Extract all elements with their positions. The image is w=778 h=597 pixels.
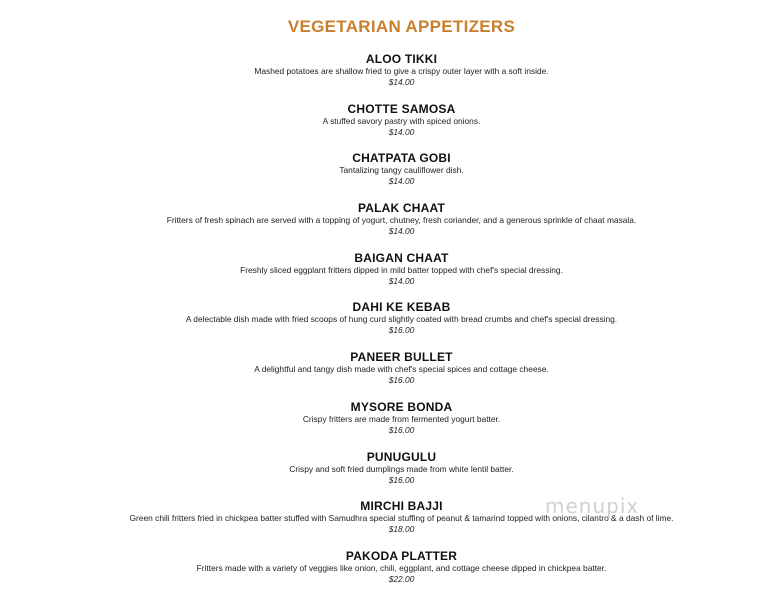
item-name: CHOTTE SAMOSA bbox=[347, 101, 456, 116]
item-name: ALOO TIKKI bbox=[365, 52, 438, 66]
item-price: $22.00 bbox=[388, 573, 415, 584]
item-price: $16.00 bbox=[388, 375, 415, 386]
menu-item bbox=[0, 149, 778, 199]
item-name: PAKODA PLATTER bbox=[345, 548, 458, 563]
menu-item bbox=[0, 448, 778, 498]
item-description: Crispy fritters are made from fermented yogurt batter. bbox=[302, 413, 501, 424]
item-name: DAHI KE KEBAB bbox=[352, 300, 451, 315]
item-price: $14.00 bbox=[388, 77, 415, 87]
item-price: $16.00 bbox=[388, 474, 415, 485]
item-description: Green chili fritters fried in chickpea batter stuffed with Samudhra special stuffing of peanut & tamarind topped with onions, cilantro & a dash of lime. bbox=[129, 513, 674, 524]
item-description: Tantalizing tangy cauliflower dish. bbox=[339, 165, 464, 176]
menu-item bbox=[0, 298, 778, 348]
item-description: A stuffed savory pastry with spiced onions. bbox=[322, 115, 481, 126]
section-title: VEGETARIAN APPETIZERS bbox=[287, 17, 516, 36]
item-price: $14.00 bbox=[388, 176, 415, 187]
item-price: $16.00 bbox=[388, 424, 415, 435]
item-name: BAIGAN CHAAT bbox=[354, 250, 449, 265]
item-name: PALAK CHAAT bbox=[357, 201, 446, 216]
item-price: $14.00 bbox=[388, 226, 415, 237]
menu-item bbox=[0, 497, 778, 547]
item-name: CHATPATA GOBI bbox=[352, 151, 451, 166]
item-price: $14.00 bbox=[388, 126, 415, 137]
item-description: Fritters made with a variety of veggies like onion, chili, eggplant, and cottage cheese dipped in chickpea batter. bbox=[196, 562, 607, 573]
menu-item bbox=[0, 199, 778, 249]
item-description: Freshly sliced eggplant fritters dipped in mild batter topped with chef's special dressing. bbox=[240, 264, 563, 275]
item-description: A delightful and tangy dish made with chef's special spices and cottage cheese. bbox=[254, 364, 549, 375]
item-name: PANEER BULLET bbox=[350, 350, 453, 365]
item-description: A delectable dish made with fried scoops of hung curd slightly coated with bread crumbs and chef's special dressing. bbox=[185, 314, 618, 325]
menu-item bbox=[0, 249, 778, 299]
item-name: MYSORE BONDA bbox=[350, 399, 453, 414]
menu-item bbox=[0, 100, 778, 150]
item-price: $14.00 bbox=[388, 275, 415, 286]
menu-item bbox=[0, 50, 778, 100]
item-description: Crispy and soft fried dumplings made from white lentil batter. bbox=[289, 463, 514, 474]
menu-item-list bbox=[0, 50, 778, 597]
menu-item bbox=[0, 348, 778, 398]
item-price: $16.00 bbox=[388, 325, 415, 336]
item-description: Fritters of fresh spinach are served with a topping of yogurt, chutney, fresh coriander, and a generous sprinkle of chaat masala. bbox=[166, 215, 637, 226]
item-price: $18.00 bbox=[388, 524, 415, 535]
item-name: PUNUGULU bbox=[366, 449, 437, 464]
watermark-logo: menupix bbox=[545, 494, 640, 518]
menu-item bbox=[0, 547, 778, 597]
item-name: MIRCHI BAJJI bbox=[360, 499, 443, 514]
menu-item bbox=[0, 398, 778, 448]
item-description: Mashed potatoes are shallow fried to give a crispy outer layer with a soft inside. bbox=[254, 66, 549, 76]
